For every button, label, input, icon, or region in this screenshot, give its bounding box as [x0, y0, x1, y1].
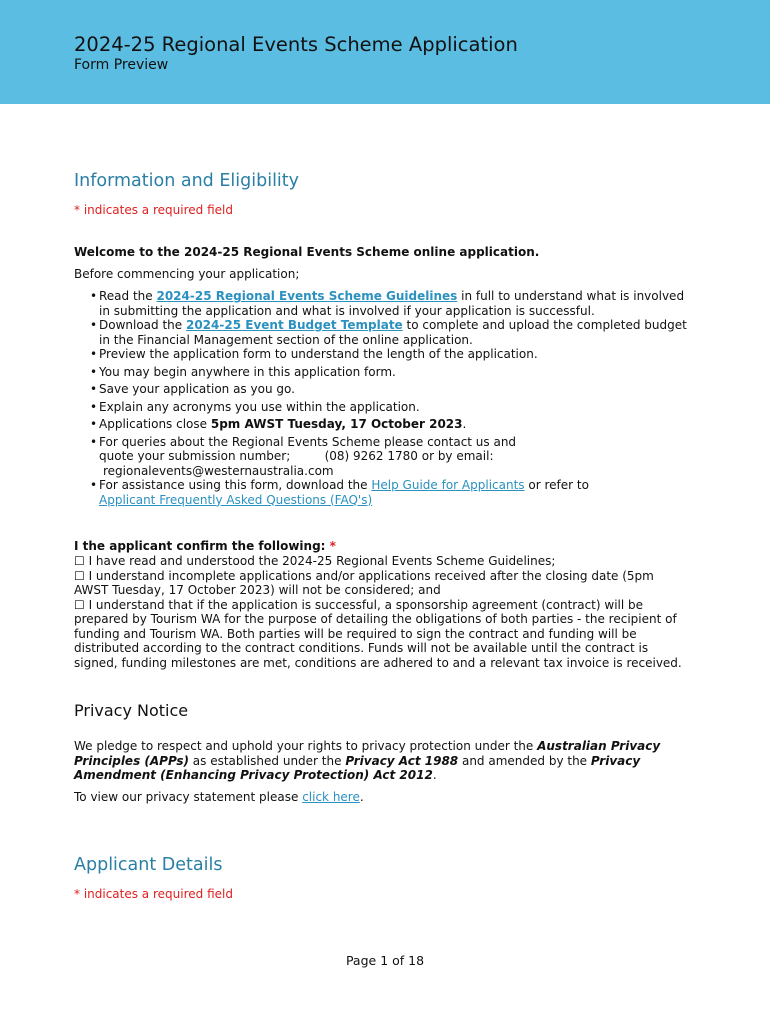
closing-date: 5pm AWST Tuesday, 17 October 2023 — [210, 417, 463, 431]
section-heading-privacy: Privacy Notice — [74, 701, 189, 720]
guidelines-link[interactable]: 2024-25 Regional Events Scheme Guidelines — [156, 289, 458, 303]
section-heading-information: Information and Eligibility — [74, 171, 300, 191]
privacy-click-here-link[interactable]: click here — [302, 790, 360, 804]
confirmation-list — [74, 554, 684, 670]
instructions-list — [90, 289, 690, 507]
list-item: • Download the 2024-25 Event Budget Template to complete and upload the completed budget in the Financial Management section of the online application. — [90, 318, 690, 347]
list-item: • For queries about the Regional Events Scheme please contact us and quote your submission number; (08) 9262 1780 or by email: regionalevents@westernaustralia.com — [90, 435, 690, 479]
page-subtitle: Form Preview — [74, 57, 169, 73]
contact-phone: quote your submission number; (08) 9262 1780 or by email: — [99, 449, 494, 463]
list-item: • Applications close 5pm AWST Tuesday, 17 October 2023. — [90, 417, 690, 432]
confirm-checkbox-agreement[interactable]: ☐ I understand that if the application is successful, a sponsorship agreement (contract) will be prepared by Tourism WA for the purpose of detailing the obligations of both parties - the recipient of funding and Tourism WA. Both parties will be required to sign the contract and funding will be distributed according to the contract conditions. Funds will not be available until the contract is signed, funding milestones are met, conditions are adhered to and a relevant tax invoice is received. — [74, 597, 682, 670]
required-field-note: * indicates a required field — [74, 203, 233, 217]
welcome-text: Welcome to the 2024-25 Regional Events Scheme online application. — [74, 245, 540, 259]
faq-link[interactable]: Applicant Frequently Asked Questions (FAQ's) — [99, 492, 373, 507]
confirm-heading: I the applicant confirm the following: * — [74, 539, 336, 553]
list-item: • Save your application as you go. — [90, 382, 690, 397]
list-item: • For assistance using this form, download the Help Guide for Applicants or refer to Applicant Frequently Asked Questions (FAQ's) — [90, 478, 690, 507]
list-item: • Preview the application form to understand the length of the application. — [90, 347, 690, 362]
help-guide-link[interactable]: Help Guide for Applicants — [371, 478, 525, 492]
page-title: 2024-25 Regional Events Scheme Application — [74, 33, 518, 56]
section-heading-applicant: Applicant Details — [74, 855, 223, 875]
budget-template-link[interactable]: 2024-25 Event Budget Template — [185, 318, 403, 332]
list-item: • You may begin anywhere in this application form. — [90, 365, 690, 380]
list-item: • Explain any acronyms you use within the application. — [90, 400, 690, 415]
confirm-checkbox-closing-date[interactable]: ☐ I understand incomplete applications and/or applications received after the closing date (5pm AWST Tuesday, 17 October 2023) will not be considered; and — [74, 568, 654, 597]
privacy-link-text: To view our privacy statement please click here. — [74, 790, 364, 804]
page-number: Page 1 of 18 — [345, 953, 425, 968]
before-text: Before commencing your application; — [74, 267, 300, 281]
confirm-checkbox-guidelines[interactable]: ☐ I have read and understood the 2024-25 Regional Events Scheme Guidelines; — [74, 554, 556, 568]
privacy-statement: We pledge to respect and uphold your rights to privacy protection under the Australian Privacy Principles (APPs) as established under the Privacy Act 1988 and amended by the Privacy Amendment (Enhancing Privacy Protection) Act 2012. — [74, 739, 661, 782]
contact-email: regionalevents@westernaustralia.com — [103, 463, 334, 478]
required-field-note: * indicates a required field — [74, 887, 233, 901]
page-header — [0, 0, 770, 104]
list-item: • Read the 2024-25 Regional Events Scheme Guidelines in full to understand what is involved in submitting the application and what is involved if your application is successful. — [90, 289, 690, 318]
